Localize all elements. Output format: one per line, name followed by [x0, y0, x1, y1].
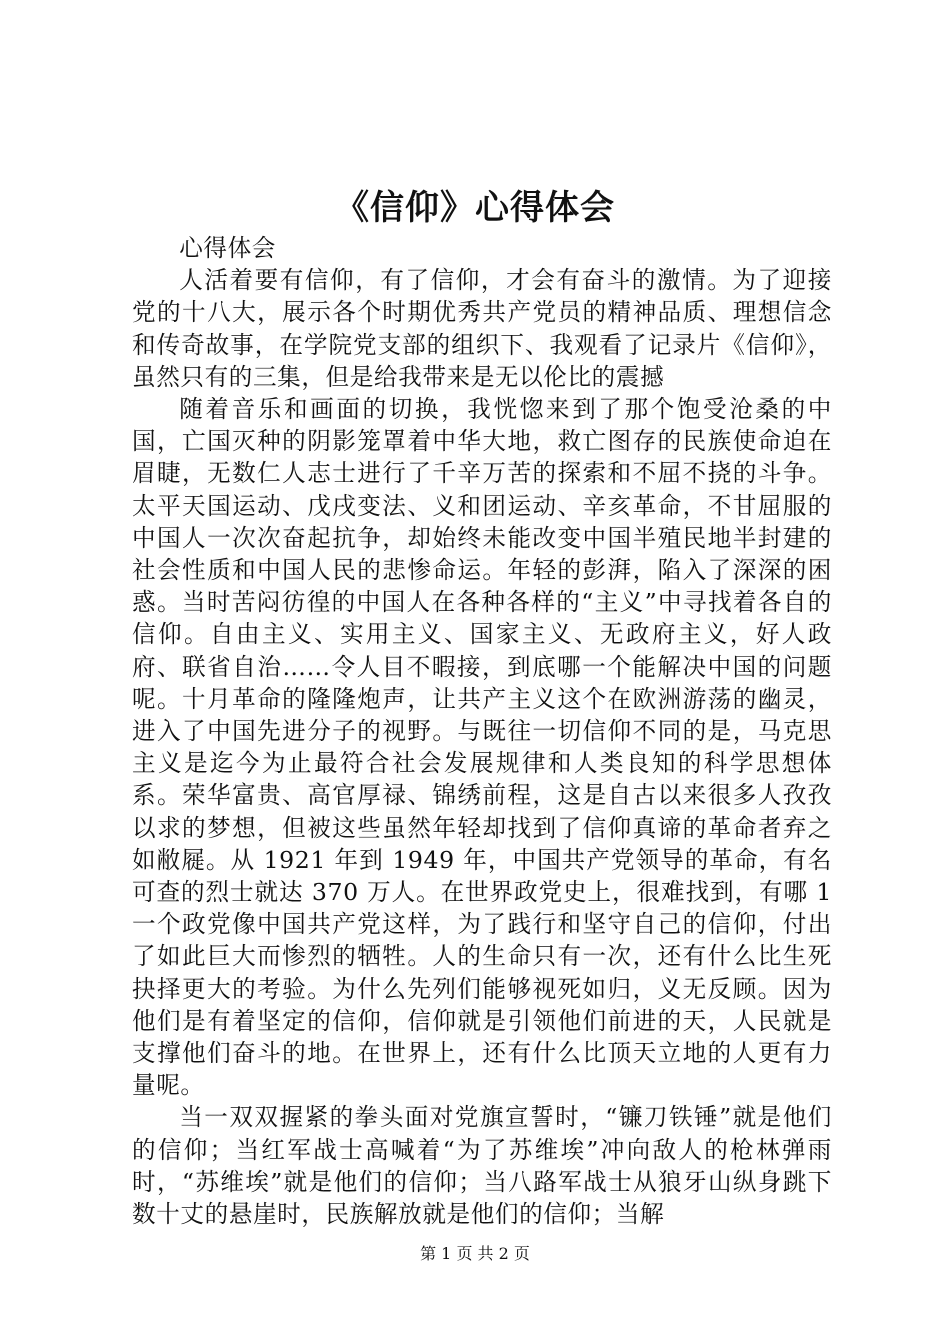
paragraph-subtitle: 心得体会	[179, 234, 276, 262]
page-footer: 第 1 页 共 2 页	[420, 1244, 530, 1263]
paragraph-history: 随着音乐和画面的切换，我恍惚来到了那个饱受沧桑的中国，亡国灭种的阴影笼罩着中华大地，救亡图存的民族使命迫在眉睫，无数仁人志士进行了千辛万苦的探索和不屈不挠的斗争。太平天国运动、戊戌变法、义和团运动、辛亥革命，不甘屈服的中国人一次次奋起抗争，却始终未能改变中国半殖民地半封建的社会性质和中国人民的悲惨命运。年轻的彭湃，陷入了深深的困惑。当时苦闷彷徨的中国人在各种各样的“主义”中寻找着各自的信仰。自由主义、实用主义、国家主义、无政府主义，好人政府、联省自治……令人目不暇接，到底哪一个能解决中国的问题呢。十月革命的隆隆炮声，让共产主义这个在欧洲游荡的幽灵，进入了中国先进分子的视野。与既往一切信仰不同的是，马克思主义是迄今为止最符合社会发展规律和人类良知的科学思想体系。荣华富贵、高官厚禄、锦绣前程，这是自古以来很多人孜孜以求的梦想，但被这些虽然年轻却找到了信仰真谛的革命者弃之如敝屣。从 1921 年到 1949 年，中国共产党领导的革命，有名可查的烈士就达 370 万人。在世界政党史上，很难找到，有哪 1 一个政党像中国共产党这样，为了践行和坚守自己的信仰，付出了如此巨大而惨烈的牺牲。人的生命只有一次，还有什么比生死抉择更大的考验。为什么先列们能够视死如归，义无反顾。因为他们是有着坚定的信仰，信仰就是引领他们前进的天，人民就是支撑他们奋斗的地。在世界上，还有什么比顶天立地的人更有力量呢。	[132, 395, 832, 1100]
paragraph-faith: 当一双双握紧的拳头面对党旗宣誓时，“镰刀铁锤”就是他们的信仰；当红军战士高喊着“为了苏维埃”冲向敌人的枪林弹雨时，“苏维埃”就是他们的信仰；当八路军战士从狼牙山纵身跳下数十丈的悬崖时，民族解放就是他们的信仰；当解	[132, 1103, 832, 1229]
document-title: 《信仰》心得体会	[335, 188, 615, 228]
paragraph-intro: 人活着要有信仰，有了信仰，才会有奋斗的激情。为了迎接党的十八大，展示各个时期优秀共产党员的精神品质、理想信念和传奇故事，在学院党支部的组织下、我观看了记录片《信仰》，虽然只有的三集，但是给我带来是无以伦比的震撼	[132, 266, 832, 391]
document-body	[132, 232, 832, 1230]
